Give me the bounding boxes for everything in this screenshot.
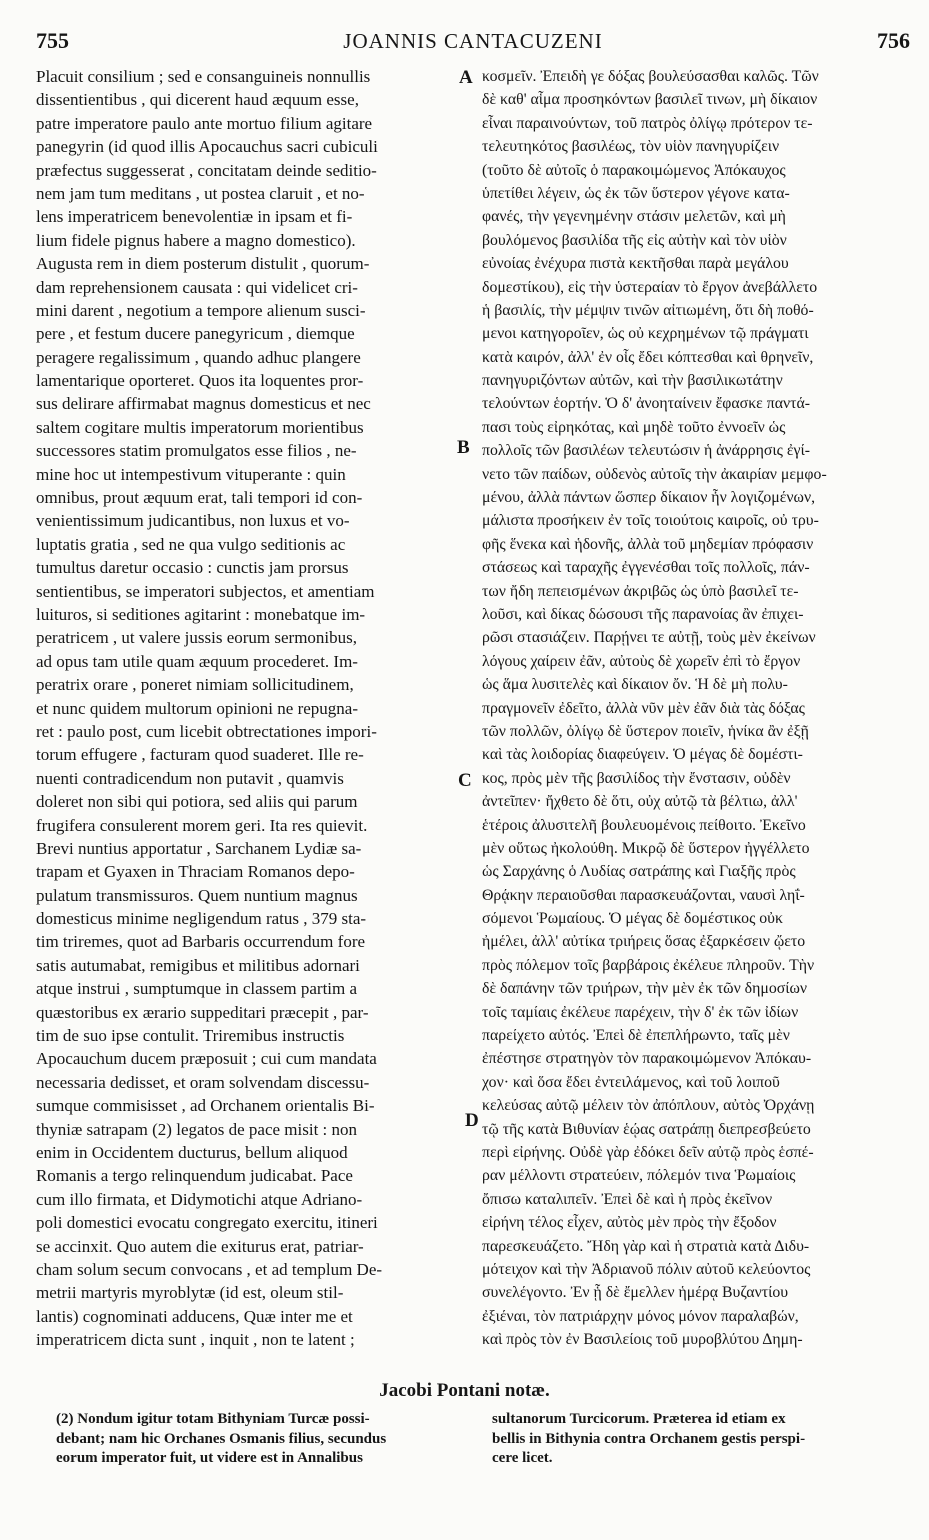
latin-text-line: Apocauchum ducem præposuit ; cui cum mandata bbox=[36, 1049, 377, 1069]
latin-text-line: nem jam tum meditans , ut postea claruit , et no- bbox=[36, 183, 365, 203]
greek-text-line: παρεσκευάζετο. Ἤδη γὰρ καὶ ἡ στρατιὰ κατὰ Διδυ- bbox=[482, 1237, 810, 1255]
greek-text-line: μένου, ἀλλὰ πάντων ὥσπερ δίκαιον ἦν λογιζομένων, bbox=[482, 489, 816, 507]
latin-text-line: pere , et festum ducere panegyricum , diemque bbox=[36, 324, 355, 344]
note-text-line: bellis in Bithynia contra Orchanem gestis perspi- bbox=[492, 1430, 806, 1447]
page-header bbox=[36, 28, 910, 58]
latin-text-line: lens imperatricem benevolentiæ in ipsam et fi- bbox=[36, 207, 353, 227]
greek-text-line: χον· καὶ ὅσα ἔδει ἐντειλάμενος, καὶ τοῦ λοιποῦ bbox=[482, 1073, 780, 1091]
latin-text-line: peragere regalissimum , quando adhuc plangere bbox=[36, 347, 361, 367]
greek-text-line: καὶ τὰς λοιδορίας διαφεύγειν. Ὁ μέγας δὲ δομέστι- bbox=[482, 746, 803, 764]
latin-text-line: doleret non sibi qui potiora, sed aliis qui parum bbox=[36, 792, 358, 812]
note-text-line: cere licet. bbox=[492, 1450, 553, 1466]
greek-text-line: πολλοῖς τῶν βασιλέων τελευτώσιν ἡ ἀνάρρησις ἐγί- bbox=[482, 442, 810, 460]
note-text-line: debant; nam hic Orchanes Osmanis filius, secundus bbox=[56, 1430, 387, 1447]
latin-text-line: Romanis a tergo relinquendum judicabat. Pace bbox=[36, 1166, 353, 1186]
latin-text-line: ret : paulo post, cum licebit obtrectationes impori- bbox=[36, 721, 377, 741]
notes-title: Jacobi Pontani notæ. bbox=[379, 1380, 550, 1401]
greek-text-line: των ἤδη πεπεισμένων ἀκριβῶς ὡς ὑπὸ βασιλεῖ τε- bbox=[482, 582, 799, 600]
note-text-line: sultanorum Turcicorum. Præterea id etiam ex bbox=[492, 1411, 786, 1427]
greek-text-line: σόμενοι Ῥωμαίους. Ὁ μέγας δὲ δομέστικος οὐκ bbox=[482, 910, 783, 928]
latin-text-line: mini darent , negotium a tempore alienum susci- bbox=[36, 300, 366, 320]
latin-text-line: peratrix orare , poneret nimiam sollicitudinem, bbox=[36, 675, 354, 695]
greek-text-line: ἐξιέναι, τὸν πατριάρχην μόνος μόνον παραλαβών, bbox=[482, 1307, 799, 1325]
latin-text-line: sentientibus, se imperatori subjectos, et amentiam bbox=[36, 581, 375, 601]
greek-text-line: φῆς ἕνεκα καὶ ἡδονῆς, ἀλλὰ τοῦ μηδεμίαν πρόφασιν bbox=[482, 535, 814, 553]
latin-text-line: metrii martyris myroblytæ (id est, oleum stil- bbox=[36, 1283, 344, 1303]
greek-text-line: κελεύσας αὐτῷ μέλειν τὸν ἀπόπλουν, αὐτὸς Ὀρχάνῃ bbox=[482, 1097, 815, 1115]
latin-text-line: lium fidele pignus habere a magno domestico). bbox=[36, 230, 356, 250]
greek-text-line: πραγμονεῖν ἐδεῖτο, ἀλλὰ νῦν μὲν ἐᾶν διὰ τὰς δόξας bbox=[482, 699, 805, 717]
greek-text-line: κος, πρὸς μὲν τῆς βασιλίδος τὴν ἔνστασιν, οὐδὲν bbox=[482, 769, 791, 787]
latin-text-line: et nunc quidem multorum opinioni ne repugna- bbox=[36, 698, 358, 718]
latin-text-line: lantis) cognominati adducens, Quæ inter me et bbox=[36, 1306, 353, 1326]
greek-text-line: παρείχετο αὐτός. Ἐπεὶ δὲ ἐπεπλήρωντο, ταῖς μὲν bbox=[482, 1027, 790, 1045]
greek-text-line: (τοῦτο δὲ αὐτοῖς ὁ παρακοιμώμενος Ἀπόκαυχος bbox=[482, 161, 786, 179]
latin-text-line: poli domestici evocatu congregato exercitu, itineri bbox=[36, 1213, 378, 1233]
latin-text-line: dam reprehensionem causata : qui videlicet cri- bbox=[36, 277, 358, 297]
greek-text-line: δὲ καθ' αἷμα προσηκόντων βασιλεῖ τινων, μὴ δίκαιον bbox=[482, 91, 818, 109]
margin-marker-a: A bbox=[459, 67, 473, 88]
greek-text-line: ὡς Σαρχάνης ὁ Λυδίας σατράπης καὶ Γιαξῆς πρὸς bbox=[482, 863, 796, 881]
latin-text-line: ad opus tam utile quam æquum procederet. Im- bbox=[36, 651, 358, 671]
greek-text-line: ἑτέροις ἀλυσιτελῆ βουλευομένοις πείθοιτο. Ἐκεῖνο bbox=[482, 816, 806, 834]
latin-text-line: torum effugere , facturam quod suaderet. Ille re- bbox=[36, 745, 364, 765]
greek-text-line: ραν μέλλοντι στρατεύειν, πόλεμόν τινα Ῥωμαίοις bbox=[482, 1167, 796, 1185]
latin-text-line: saltem cogitare multis imperatorum morientibus bbox=[36, 417, 364, 437]
latin-text-line: Placuit consilium ; sed e consanguineis nonnullis bbox=[36, 67, 371, 86]
latin-text-line: tim de suo ipse contulit. Triremibus instructis bbox=[36, 1026, 345, 1046]
latin-text-line: domesticus minime negligendum ratus , 379 sta- bbox=[36, 909, 367, 929]
greek-text-line: ὑπετίθει λέγειν, ὡς ἐκ τῶν ὕστερον γέγονε κατα- bbox=[482, 184, 790, 202]
latin-text-line: quæstoribus ex ærario suppeditari præcepit , par- bbox=[36, 1002, 369, 1022]
greek-text-line: τελευτηκότος βασιλέως, τὸν υἱὸν πανηγυρίζειν bbox=[482, 138, 780, 156]
note-text-line: eorum imperator fuit, ut videre est in Annalibus bbox=[56, 1450, 363, 1466]
greek-text-line: στάσεως καὶ ταραχῆς ἐγγενέσθαι τοῖς πολλοῖς, πάν- bbox=[482, 559, 810, 577]
greek-text-line: λόγους χαίρειν ἐᾶν, αὐτοὺς δὲ χωρεῖν ἐπὶ τὸ ἔργον bbox=[482, 652, 801, 670]
greek-text-line: ἡ βασιλίς, τὴν μέμψιν τινῶν αἰτιωμένη, ὅτι δὴ ποθό- bbox=[482, 301, 814, 319]
greek-text-line: καὶ πρὸς τὸν ἐν Βασιλείοις τοῦ μυροβλύτου Δημη- bbox=[482, 1331, 803, 1349]
latin-text-line: nuenti contradicendum non putavit , quamvis bbox=[36, 768, 344, 788]
greek-text-line: βουλόμενος βασιλίδα τῆς εἰς αὐτὴν καὶ τὸν υἱὸν bbox=[482, 231, 787, 249]
greek-text-line: περὶ εἰρήνης. Οὐδὲ γὰρ ἐδόκει δεῖν αὐτῷ πρὸς ἑσπέ- bbox=[482, 1143, 814, 1161]
latin-text-line: venientissimum judicantibus, non luxus et vo- bbox=[36, 511, 350, 531]
greek-text-line: ἐπέστησε στρατηγὸν τὸν παρακοιμώμενον Ἀπόκαυ- bbox=[482, 1050, 812, 1068]
latin-text-line: tumultus daretur occasio : cunctis jam prorsus bbox=[36, 558, 349, 578]
greek-text-line: πασι τοὺς εἰρηκότας, καὶ μηδὲ τοῦτο ἐννοεῖν ὡς bbox=[482, 418, 786, 436]
margin-marker-b: B bbox=[457, 437, 470, 458]
latin-text-line: thyniæ satrapam (2) legatos de pace misit : non bbox=[36, 1119, 358, 1139]
greek-text-line: πρὸς πόλεμον τοῖς βαρβάροις ἐκέλευε πληροῦν. Τὴν bbox=[482, 956, 815, 974]
latin-text-line: Brevi nuntius apportatur , Sarchanem Lydiæ sa- bbox=[36, 838, 362, 858]
latin-text-line: mine hoc ut intempestivum vituperante : quin bbox=[36, 464, 346, 484]
running-title: JOANNIS CANTACUZENI bbox=[343, 29, 603, 53]
greek-text-line: εἶναι παραινούντων, τοῦ πατρὸς ὀλίγῳ πρότερον τε- bbox=[482, 114, 813, 132]
greek-text-line: μενοι κατηγοροῖεν, ὡς οὐ κεχρημένων τῷ πράγματι bbox=[482, 325, 809, 343]
greek-text-line: μότειχον καὶ τὴν Ἀδριανοῦ πόλιν αὐτοῦ κελεύοντος bbox=[482, 1260, 811, 1278]
greek-text-line: τῶν πολλῶν, ὀλίγῳ δὲ ὕστερον ποιεῖν, ἡνίκα ἂν ἐξῇ bbox=[482, 722, 809, 740]
latin-text-line: trapam et Gyaxen in Thraciam Romanos depo- bbox=[36, 862, 355, 882]
greek-text-line: συνελέγοντο. Ἐν ᾗ δὲ ἔμελλεν ἡμέρᾳ Βυζαντίου bbox=[482, 1284, 789, 1302]
latin-text-line: luituros, si seditiones agitarint : monebatque im- bbox=[36, 604, 366, 624]
greek-text-line: ὄπισω καταλιπεῖν. Ἐπεὶ δὲ καὶ ἡ πρὸς ἐκεῖνον bbox=[482, 1190, 773, 1208]
latin-text-line: cum illo firmata, et Didymotichi atque Adriano- bbox=[36, 1189, 363, 1209]
greek-column bbox=[482, 65, 910, 1351]
latin-text-line: panegyrin (id quod illis Apocauchus sacri cubiculi bbox=[36, 137, 378, 157]
latin-text-line: atque instrui , sumptumque in classem partim a bbox=[36, 979, 358, 999]
greek-text-line: μάλιστα προσήκειν ἐν τοῖς τοιούτοις καιροῖς, οὐ τρυ- bbox=[482, 512, 819, 530]
latin-text-line: satis autumabat, remigibus et militibus adornari bbox=[36, 955, 360, 975]
latin-text-line: se accinxit. Quo autem die exiturus erat, patriar- bbox=[36, 1236, 364, 1256]
latin-text-line: sus delirare affirmabat magnus domesticus et nec bbox=[36, 394, 371, 414]
latin-text-line: frugifera consulerent morem geri. Ita res quievit. bbox=[36, 815, 368, 835]
latin-column bbox=[36, 65, 460, 1351]
greek-text-line: τῷ τῆς κατὰ Βιθυνίαν ἑῴας σατράπῃ διεπρεσβεύετο bbox=[482, 1120, 811, 1138]
latin-text-line: tim triremes, quot ad Barbaris occurrendum fore bbox=[36, 932, 366, 952]
greek-text-line: ρῶσι στασιάζειν. Παρῄνει τε αὐτῇ, τοὺς μὲν ἐκείνων bbox=[482, 629, 816, 647]
greek-text-line: δὲ δαπάνην τῶν τριήρων, τὴν μὲν ἐκ τῶν δημοσίων bbox=[482, 980, 808, 998]
greek-text-line: τοῖς ταμίαις ἐκέλευε παρέχειν, τὴν δ' ἐκ τῶν ἰδίων bbox=[482, 1003, 799, 1021]
left-page-number: 755 bbox=[36, 28, 69, 53]
greek-text-line: ἠμέλει, ἀλλ' αὐτίκα τριήρεις ὅσας ἐξαρκέσειν ᾤετο bbox=[482, 933, 806, 951]
margin-marker-d: D bbox=[465, 1110, 479, 1131]
notes-left-column bbox=[56, 1410, 468, 1469]
notes-right-column bbox=[492, 1410, 904, 1469]
latin-text-line: sumque commisisset , ad Orchanem orientalis Bi- bbox=[36, 1096, 375, 1116]
latin-text-line: dissentientibus , qui dicerent haud æquum esse, bbox=[36, 90, 359, 110]
greek-text-line: λοῦσι, καὶ δίκας δώσουσι τῆς παρανοίας ἂν ἐπιχει- bbox=[482, 605, 804, 623]
latin-text-line: Augusta rem in diem posterum distulit , quorum- bbox=[36, 254, 370, 274]
latin-text-line: necessaria dedisset, et oram solvendam discessu- bbox=[36, 1072, 370, 1092]
latin-text-line: luptatis gratia , sed ne qua vulgo seditionis ac bbox=[36, 534, 346, 554]
latin-text-line: præfectus suggesserat , concitatam deinde seditio- bbox=[36, 160, 377, 180]
note-text-line: (2) Nondum igitur totam Bithyniam Turcæ possi- bbox=[56, 1411, 370, 1427]
greek-text-line: πανηγυριζόντων αὐτῶν, καὶ τὴν βασιλικωτάτην bbox=[482, 372, 783, 390]
greek-text-line: εἰρήνη τέλος εἶχεν, αὐτὸς μὲν πρὸς τὴν ἔξοδον bbox=[482, 1214, 777, 1232]
latin-text-line: enim in Occidentem ducturus, bellum aliquod bbox=[36, 1142, 348, 1162]
latin-text-line: imperatricem dicta sunt , inquit , non te latent ; bbox=[36, 1330, 355, 1350]
margin-marker-c: C bbox=[458, 770, 472, 791]
greek-text-line: κοσμεῖν. Ἐπειδὴ γε δόξας βουλεύσασθαι καλῶς. Τῶν bbox=[482, 68, 819, 85]
greek-text-line: ἀντεῖπεν· ἤχθετο δὲ ὅτι, οὐχ αὐτῷ τὰ βέλτιω, ἀλλ' bbox=[482, 793, 798, 811]
greek-text-line: κατὰ καιρόν, ἀλλ' ἐν οἷς ἔδει κόπτεσθαι καὶ θρηνεῖν, bbox=[482, 348, 814, 366]
latin-text-line: lamentarique oporteret. Quos ita loquentes pror- bbox=[36, 371, 364, 391]
latin-text-line: successores statim promulgatos esse filios , ne- bbox=[36, 441, 357, 461]
greek-text-line: φανές, τὴν γεγενημένην στάσιν μελετῶν, καὶ μὴ bbox=[482, 208, 786, 226]
greek-text-line: μὲν οὕτως ἠκολούθη. Μικρῷ δὲ ὕστερον ἠγγέλλετο bbox=[482, 839, 810, 857]
right-page-number: 756 bbox=[877, 28, 910, 53]
greek-text-line: ὡς ἅμα λυσιτελὲς καὶ δίκαιον ὄν. Ἡ δὲ μὴ πολυ- bbox=[482, 676, 788, 694]
latin-text-line: cham solum secum convocans , et ad templum De- bbox=[36, 1259, 383, 1279]
latin-text-line: peratricem , ut valere jussis eorum sermonibus, bbox=[36, 628, 358, 648]
greek-text-line: νετο τῶν παίδων, οὐδενὸς αὐτοῖς τὴν ἀκαιρίαν μεμφο- bbox=[482, 465, 827, 483]
latin-text-line: pulatum transmissuros. Quem nuntium magnus bbox=[36, 885, 358, 905]
greek-text-line: Θρᾴκην περαιοῦσθαι παρασκευάζονται, ναυσὶ ληΐ- bbox=[482, 886, 805, 904]
greek-text-line: εὐνοίας ἐνέχυρα πιστὰ κεκτῆσθαι παρὰ μεγάλου bbox=[482, 255, 789, 273]
latin-text-line: patre imperatore paulo ante mortuo filium agitare bbox=[36, 113, 373, 133]
latin-text-line: omnibus, prout æquum erat, tali tempori id con- bbox=[36, 488, 363, 508]
greek-text-line: τελούντων ἑορτήν. Ὁ δ' ἀνοηταίνειν ἔφασκε παντά- bbox=[482, 395, 811, 413]
greek-text-line: δομεστίκου), εἰς τὴν ὑστεραίαν τὸ ἔργον ἀνεβάλλετο bbox=[482, 278, 818, 296]
